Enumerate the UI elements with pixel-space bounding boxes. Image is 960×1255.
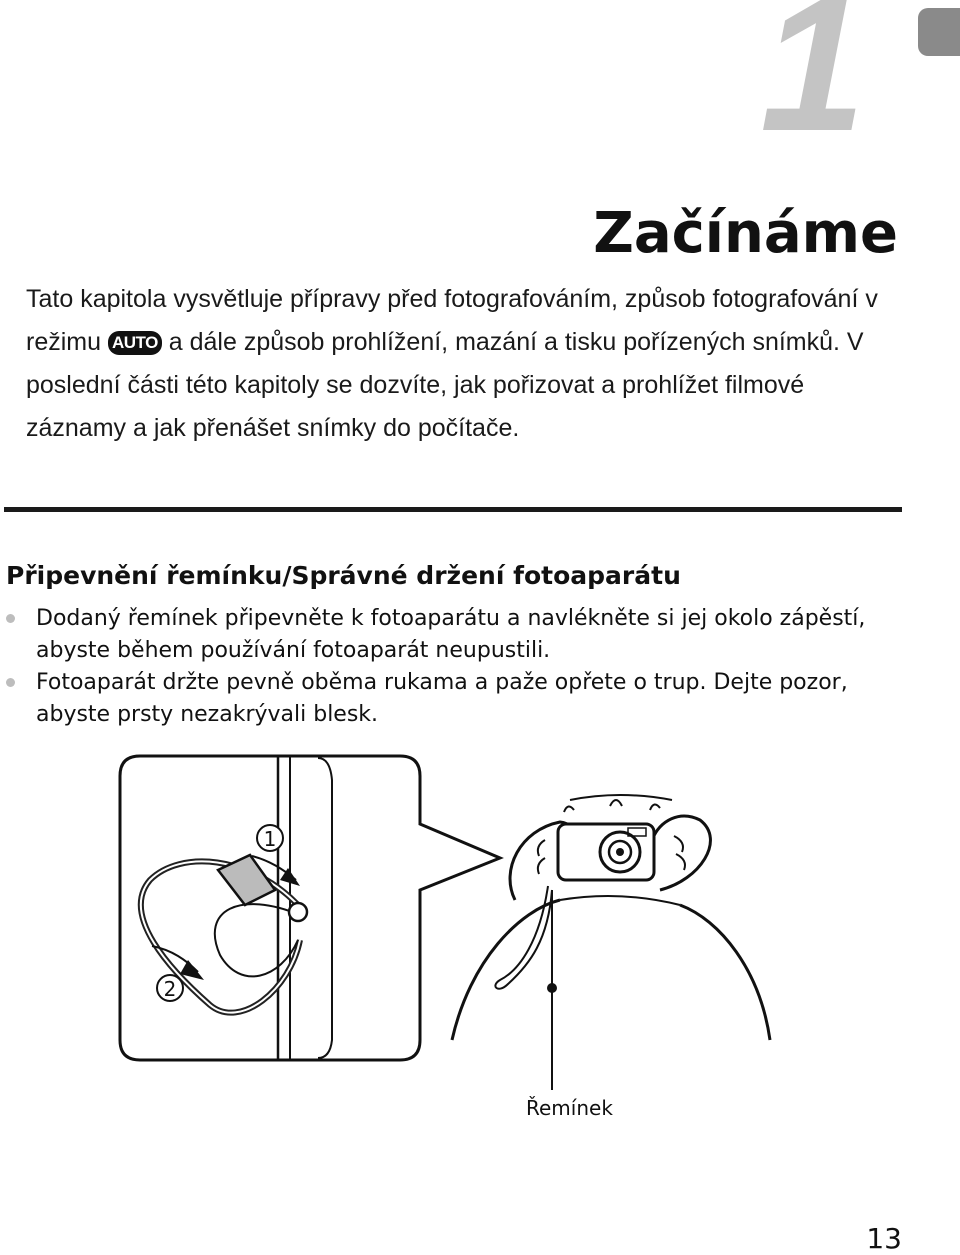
- auto-mode-icon: AUTO: [108, 331, 162, 355]
- bullet-text: Fotoaparát držte pevně oběma rukama a paže opřete o trup. Dejte pozor, abyste prsty nezakrývali blesk.: [36, 670, 848, 727]
- chapter-title: Začínáme: [593, 201, 898, 266]
- intro-paragraph: [26, 278, 906, 450]
- step-2-marker: [157, 975, 183, 1001]
- step-2-label: 2: [163, 977, 177, 1001]
- page-number: 13: [866, 1222, 902, 1255]
- bullet-item: [6, 603, 906, 667]
- strap-caption: Řemínek: [526, 1096, 613, 1120]
- section-heading: Připevnění řemínku/Správné držení fotoaparátu: [6, 561, 681, 590]
- intro-text-part1: Tato kapitola vysvětluje přípravy před fotografováním, způsob fotografování v režimu: [26, 285, 878, 356]
- intro-text-part2: a dále způsob prohlížení, mazání a tisku pořízených snímků. V poslední části této kapitoly se dozvíte, jak pořizovat a prohlížet filmové záznamy a jak přenášet snímky do počítače.: [26, 328, 864, 442]
- strap-illustration: [0, 740, 960, 1140]
- bullet-icon: [6, 678, 15, 687]
- section-divider: [4, 507, 902, 512]
- step-1-marker: [257, 825, 283, 851]
- person-holding-camera: [452, 795, 770, 1040]
- step-1-label: 1: [263, 827, 277, 851]
- bullet-text: Dodaný řemínek připevněte k fotoaparátu a navlékněte si jej okolo zápěstí, abyste během používání fotoaparát neupustili.: [36, 606, 866, 663]
- bullet-icon: [6, 614, 15, 623]
- bullet-list: [6, 603, 906, 731]
- strap-attachment-closeup: [120, 756, 500, 1060]
- chapter-number: 1: [760, 0, 866, 171]
- chapter-tab: [918, 8, 960, 56]
- bullet-item: [6, 667, 906, 731]
